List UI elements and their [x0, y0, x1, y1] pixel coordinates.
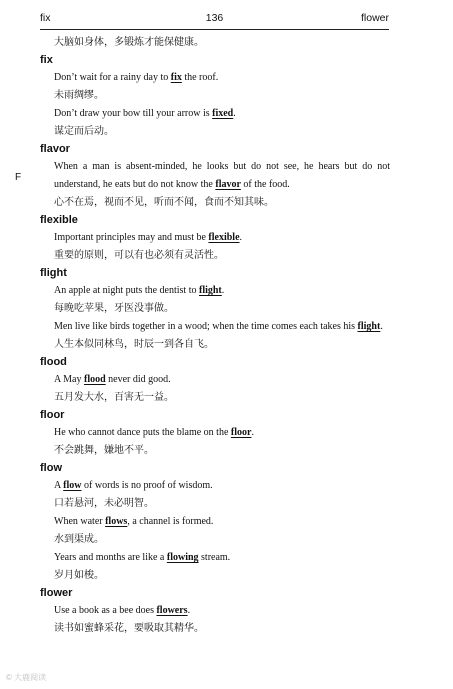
- sentence-text: Men live like birds together in a wood; when the time comes each takes his: [54, 321, 358, 332]
- entry-headword: fix: [40, 54, 53, 66]
- letter-tab: F: [15, 172, 22, 183]
- chinese-translation: 心不在焉，视而不见，听而不闻，食而不知其味。: [54, 197, 274, 208]
- sentence-text: of words is no proof of wisdom.: [81, 480, 213, 491]
- sentence-text: When water: [54, 516, 106, 527]
- header-first-word: fix: [40, 12, 51, 24]
- highlighted-keyword: fix: [170, 72, 182, 83]
- entry-headword: floor: [40, 409, 65, 421]
- chinese-translation: 人生本似同林鸟，时辰一到各自飞。: [54, 339, 214, 350]
- entry-headword: flower: [40, 587, 73, 599]
- sentence-text: the roof.: [181, 72, 219, 83]
- highlighted-keyword: flavor: [215, 179, 241, 190]
- entry-headword: flood: [40, 356, 67, 368]
- sentence-text: Don’t draw your bow till your arrow is: [54, 108, 213, 119]
- chinese-translation: 岁月如梭。: [54, 570, 104, 581]
- example-sentence: [40, 282, 390, 300]
- chinese-translation: 谋定而后动。: [54, 126, 114, 137]
- example-sentence: [40, 318, 390, 336]
- running-header: [40, 12, 389, 28]
- sentence-text: stream.: [198, 552, 231, 563]
- chinese-translation: 重要的原则，可以有也必须有灵活性。: [54, 250, 224, 261]
- sentence-text: .: [221, 285, 225, 296]
- watermark: © 大鹿阅读: [6, 673, 47, 682]
- highlighted-keyword: floor: [230, 427, 252, 438]
- highlighted-keyword: flow: [63, 480, 82, 491]
- dictionary-content: [40, 34, 390, 638]
- sentence-text: When a man is absent-minded, he looks but do not see, he hears but do not understand, he eats but do not know the: [54, 161, 390, 190]
- entry-headword: flexible: [40, 214, 78, 226]
- example-sentence: [40, 229, 390, 247]
- example-sentence: [40, 371, 390, 389]
- sentence-text: .: [239, 232, 243, 243]
- chinese-translation: 每晚吃苹果，牙医没事做。: [54, 303, 174, 314]
- sentence-text: , a channel is formed.: [127, 516, 214, 527]
- highlighted-keyword: flowing: [166, 552, 199, 563]
- highlighted-keyword: flowers: [156, 605, 188, 616]
- example-sentence: [40, 158, 390, 194]
- sentence-text: He who cannot dance puts the blame on the: [54, 427, 231, 438]
- sentence-text: Years and months are like a: [54, 552, 167, 563]
- continued-translation: 大脑如身体，多锻炼才能保健康。: [54, 37, 204, 48]
- sentence-text: Don’t wait for a rainy day to: [54, 72, 171, 83]
- entry-headword: flavor: [40, 143, 70, 155]
- highlighted-keyword: flows: [105, 516, 128, 527]
- example-sentence: [40, 69, 390, 87]
- example-sentence: [40, 477, 390, 495]
- header-rule: [40, 29, 389, 30]
- chinese-translation: 未雨绸缪。: [54, 90, 104, 101]
- entry-headword: flow: [40, 462, 62, 474]
- chinese-translation: 不会跳舞，嫌地不平。: [54, 445, 154, 456]
- example-sentence: [40, 424, 390, 442]
- sentence-text: Use a book as a bee does: [54, 605, 157, 616]
- sentence-text: .: [233, 108, 236, 119]
- highlighted-keyword: flight: [198, 285, 222, 296]
- highlighted-keyword: flight: [357, 321, 381, 332]
- sentence-text: An apple at night puts the dentist to: [54, 285, 199, 296]
- highlighted-keyword: flexible: [208, 232, 240, 243]
- chinese-translation: 五月发大水，百害无一益。: [54, 392, 174, 403]
- example-sentence: [40, 549, 390, 567]
- example-sentence: [40, 105, 390, 123]
- chinese-translation: 读书如蜜蜂采花，要吸取其精华。: [54, 623, 204, 634]
- sentence-text: A: [54, 480, 64, 491]
- highlighted-keyword: flood: [84, 374, 106, 385]
- chinese-translation: 口若悬河，未必明智。: [54, 498, 154, 509]
- sentence-text: A May: [54, 374, 84, 385]
- page-number: 136: [205, 12, 224, 24]
- chinese-translation: 水到渠成。: [54, 534, 104, 545]
- sentence-text: Important principles may and must be: [54, 232, 209, 243]
- entry-headword: flight: [40, 267, 67, 279]
- highlighted-keyword: fixed: [212, 108, 234, 119]
- sentence-text: of the food.: [240, 179, 290, 190]
- sentence-text: .: [380, 321, 383, 332]
- header-last-word: flower: [360, 12, 389, 24]
- sentence-text: .: [251, 427, 254, 438]
- example-sentence: [40, 602, 390, 620]
- example-sentence: [40, 513, 390, 531]
- sentence-text: .: [187, 605, 191, 616]
- sentence-text: never did good.: [105, 374, 171, 385]
